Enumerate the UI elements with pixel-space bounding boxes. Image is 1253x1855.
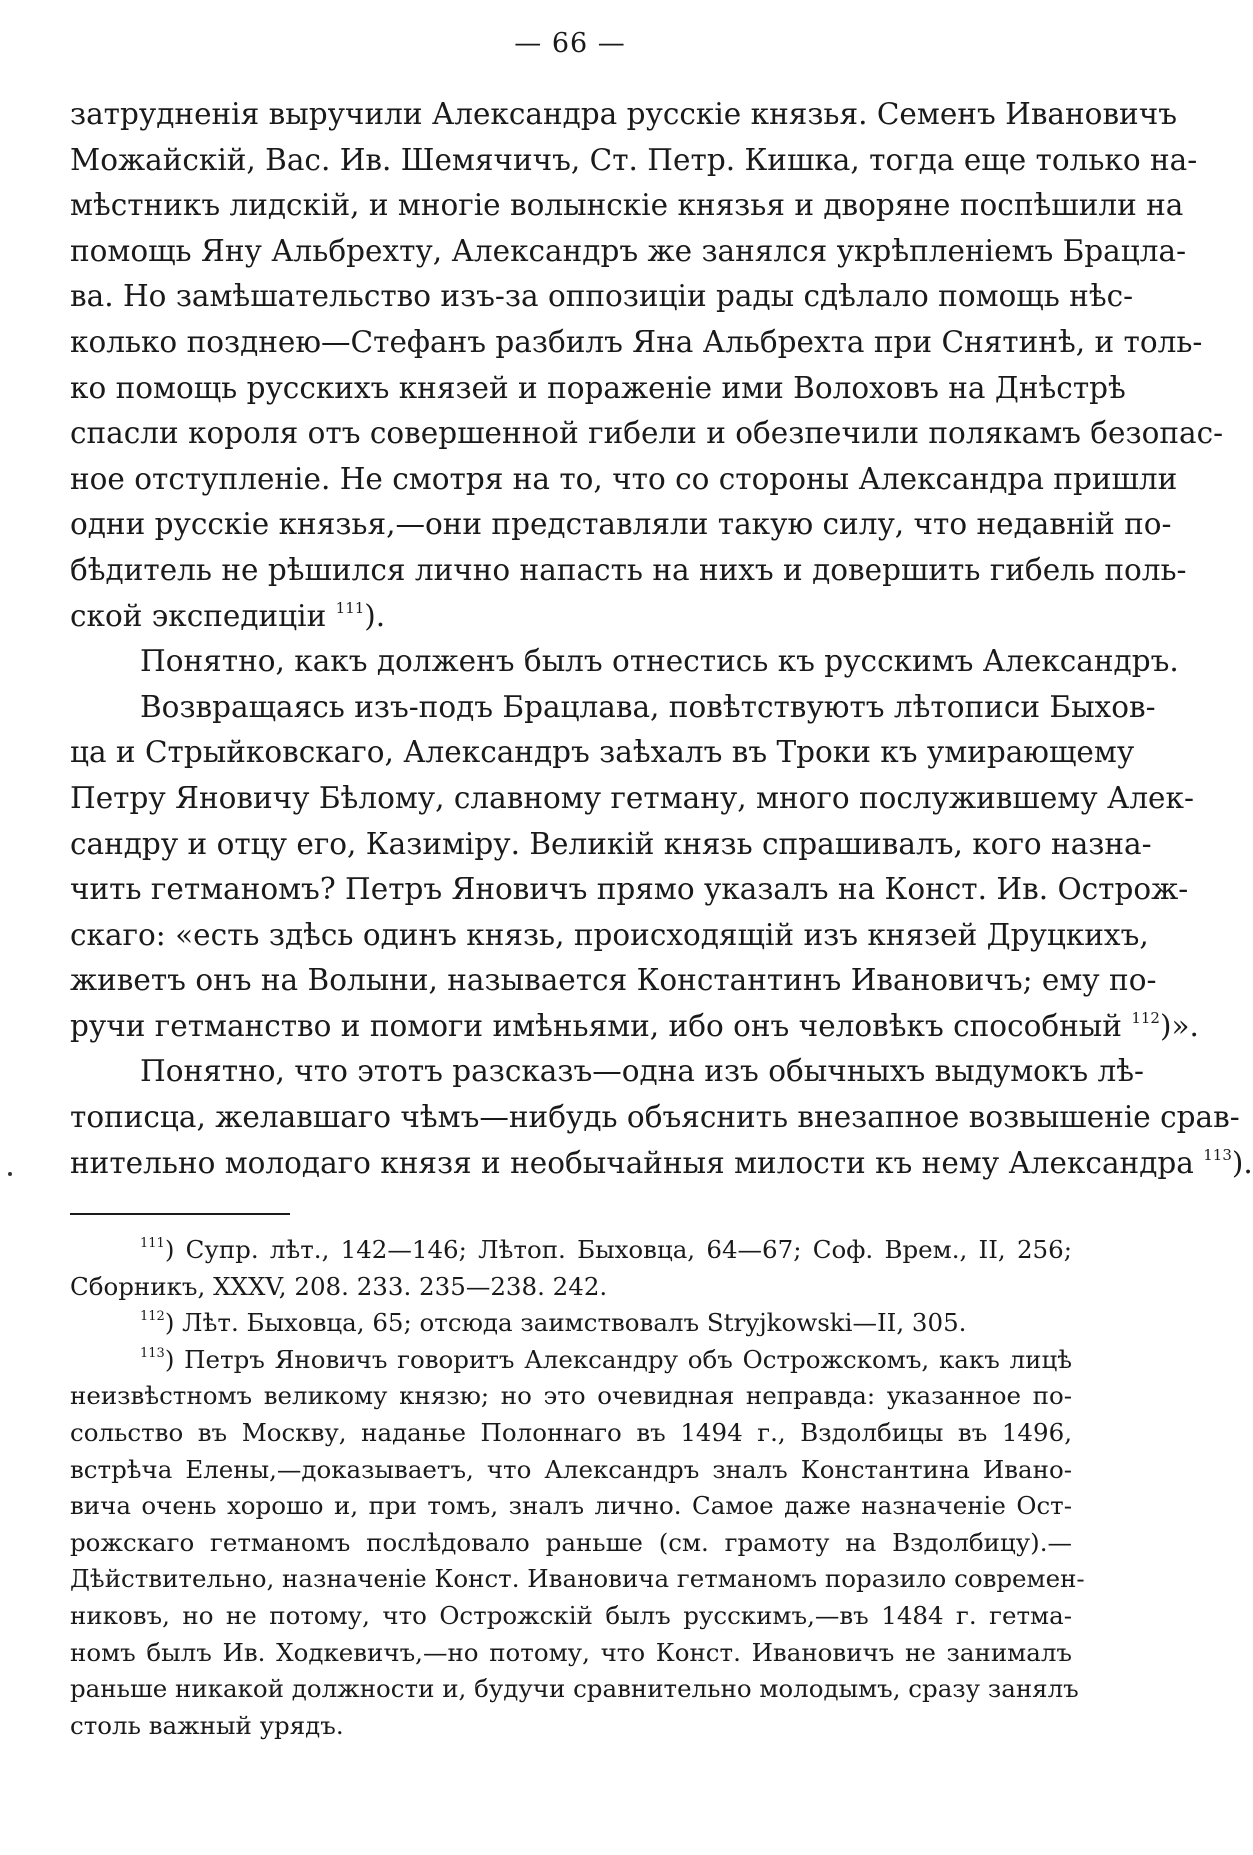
footnote-ref-111[interactable]: 111 [335,598,365,617]
text-line: тописца, желавшаго чѣмъ—нибудь объяснить внезапное возвышеніе срав- [70,1100,1240,1135]
text-line: мѣстникъ лидскій, и многіе волынскіе князья и дворяне поспѣшили на [70,188,1184,223]
footnote-line: раньше никакой должности и, будучи сравнительно молодымъ, сразу занялъ [70,1674,1079,1704]
footnote-line: Дѣйствительно, назначеніе Конст. Ивановича гетманомъ поразило современ- [70,1564,1085,1594]
footnote-ref-112[interactable]: 112 [1131,1008,1160,1027]
text-line: ва. Но замѣшательство изъ-за оппозиціи рады сдѣлало помощь нѣс- [70,279,1134,314]
text-line: живетъ онъ на Волыни, называется Константинъ Ивановичъ; ему по- [70,963,1157,998]
footnote-line: встрѣча Елены,—доказываетъ, что Александръ зналъ Константина Ивано- [70,1454,1072,1484]
footnote-line: вича очень хорошо и, при томъ, зналъ лично. Самое даже назначеніе Ост- [70,1491,1072,1521]
paragraph-start: Понятно, какъ долженъ былъ отнестись къ русскимъ Александръ. [140,644,1179,679]
footnote-112: $^{112}$) Лѣт. Быховца, 65; отсюда заимствовалъ Stryjkowski—II, 305. [140,1308,967,1338]
footnote-line: номъ былъ Ив. Ходкевичъ,—но потому, что Конст. Ивановичъ не занималъ [70,1637,1072,1667]
text-line: сандру и отцу его, Казиміру. Великій князь спрашивалъ, кого назна- [70,826,1152,861]
footnotes [70,1232,1085,1744]
text-line: одни русскіе князья,—они представляли такую силу, что недавній по- [70,507,1172,542]
text-line: чить гетманомъ? Петръ Яновичъ прямо указалъ на Конст. Ив. Острож- [70,872,1189,907]
margin-mark [8,1172,12,1176]
text-line: Петру Яновичу Бѣлому, славному гетману, много послужившему Алек- [70,780,1194,815]
footnote-111: $^{111}$) Супр. лѣт., 142—146; Лѣтоп. Быховца, 64—67; Соф. Врем., II, 256; [140,1235,1072,1264]
footnote-divider [70,1213,290,1215]
text-line: помощь Яну Альбрехту, Александръ же занялся укрѣпленіемъ Брацла- [70,233,1187,268]
text-line: ное отступленіе. Не смотря на то, что со стороны Александра пришли [70,461,1178,496]
footnote-ref-113[interactable]: 113 [1203,1145,1232,1164]
text-line: затрудненія выручили Александра русскіе князья. Семенъ Ивановичъ [70,97,1177,131]
paragraph-start: Возвращаясь изъ-подъ Брацлава, повѣтствуютъ лѣтописи Быхов- [140,689,1156,724]
footnote-line: рожскаго гетманомъ послѣдовало раньше (см. грамоту на Вздолбицу).— [70,1527,1072,1557]
footnote-line: Сборникъ, XXXV, 208. 233. 235—238. 242. [70,1271,608,1301]
footnote-line: неизвѣстномъ великому князю; но это очевидная неправда: указанное по- [70,1381,1072,1411]
text-line: нительно молодаго князя и необычайныя милости къ нему Александра $^{113}$). [70,1145,1253,1180]
text-line: ца и Стрыйковскаго, Александръ заѣхалъ въ Троки къ умирающему [70,735,1135,770]
text-line: ручи гетманство и помоги имѣньями, ибо онъ человѣкъ способный $^{112}$)». [70,1008,1199,1043]
footnote-line: никовъ, но не потому, что Острожскій былъ русскимъ,—въ 1484 г. гетма- [70,1600,1072,1630]
footnote-113: $^{113}$) Петръ Яновичъ говоритъ Александру объ Острожскомъ, какъ лицѣ [140,1344,1072,1374]
footnote-line: сольство въ Москву, наданье Полоннаго въ 1494 г., Вздолбицы въ 1496, [70,1417,1072,1447]
body-text [70,92,1253,1186]
text-line: ко помощь русскихъ князей и пораженіе ими Волоховъ на Днѣстрѣ [70,370,1126,405]
text-line: спасли короля отъ совершенной гибели и обезпечили полякамъ безопас- [70,416,1224,451]
text-line: колько позднею—Стефанъ разбилъ Яна Альбрехта при Снятинѣ, и толь- [70,324,1203,359]
page-number: — 66 — [514,28,626,59]
text-line: бѣдитель не рѣшился лично напасть на нихъ и довершить гибель поль- [70,552,1187,587]
paragraph-start: Понятно, что этотъ разсказъ—одна изъ обычныхъ выдумокъ лѣ- [140,1054,1145,1089]
text-line: Можайскій, Вас. Ив. Шемячичъ, Ст. Петр. Кишка, тогда еще только на- [70,142,1198,177]
text-line: ской экспедиціи $^{111}$). [70,598,386,633]
text-line: скаго: «есть здѣсь одинъ князь, происходящій изъ князей Друцкихъ, [70,917,1149,952]
footnote-line: столь важный урядъ. [70,1710,344,1740]
